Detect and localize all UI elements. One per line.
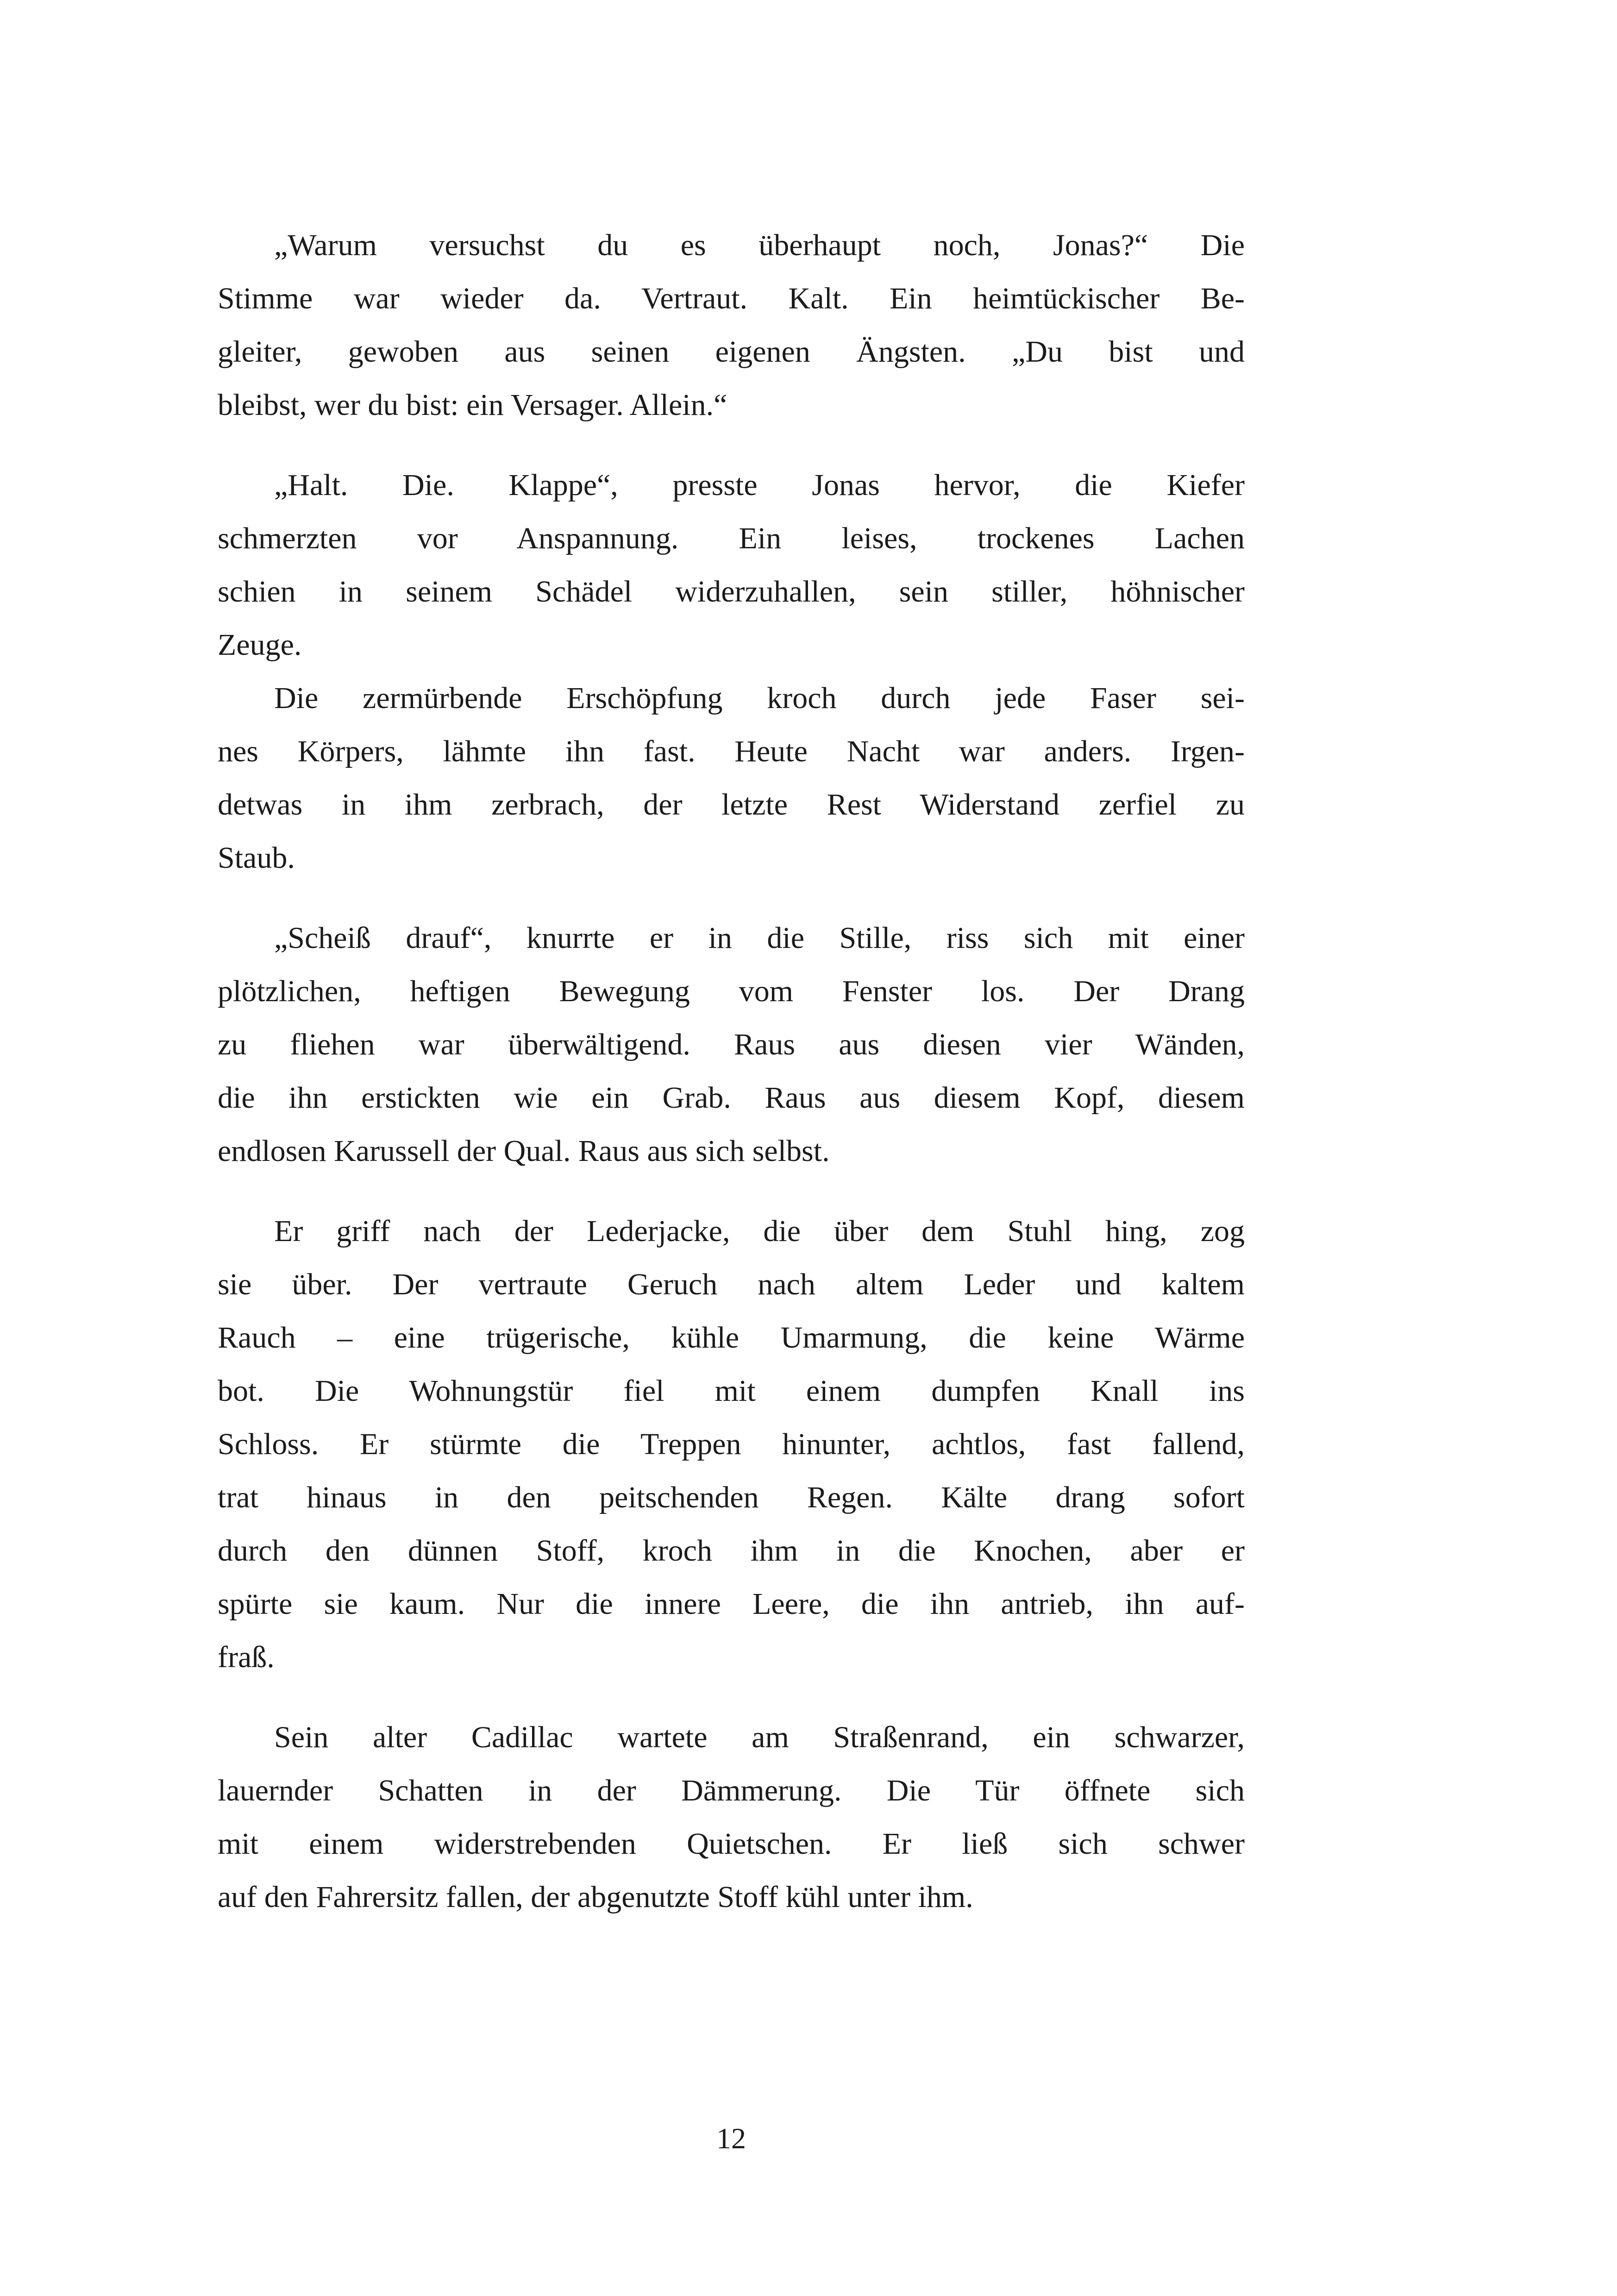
page-number: 12 <box>716 2122 746 2155</box>
text-line: durch den dünnen Stoff, kroch ihm in die Knochen, aber er <box>218 1534 1245 1568</box>
paragraph <box>218 911 1245 1178</box>
text-line: Staub. <box>218 841 295 875</box>
text-line: schmerzten vor Anspannung. Ein leises, trockenes Lachen <box>218 521 1245 555</box>
paragraph <box>218 1711 1245 1924</box>
text-line: Die zermürbende Erschöpfung kroch durch jede Faser sei- <box>274 681 1245 715</box>
text-line: gleiter, gewoben aus seinen eigenen Ängsten. „Du bist und <box>218 335 1245 369</box>
text-line: endlosen Karussell der Qual. Raus aus sich selbst. <box>218 1134 830 1168</box>
paragraph <box>218 1204 1245 1684</box>
paragraph <box>218 671 1245 885</box>
text-line: Sein alter Cadillac wartete am Straßenrand, ein schwarzer, <box>274 1720 1245 1754</box>
text-line: Schloss. Er stürmte die Treppen hinunter, achtlos, fast fallend, <box>218 1427 1245 1461</box>
paragraph <box>218 219 1245 432</box>
text-line: bot. Die Wohnungstür fiel mit einem dumpfen Knall ins <box>218 1374 1245 1408</box>
text-block <box>218 219 1245 1924</box>
text-line: nes Körpers, lähmte ihn fast. Heute Nacht war anders. Irgen- <box>218 734 1245 768</box>
text-line: lauernder Schatten in der Dämmerung. Die Tür öffnete sich <box>218 1774 1245 1807</box>
paragraph <box>218 458 1245 671</box>
text-line: fraß. <box>218 1640 275 1674</box>
text-line: Er griff nach der Lederjacke, die über dem Stuhl hing, zog <box>274 1214 1245 1248</box>
text-line: trat hinaus in den peitschenden Regen. Kälte drang sofort <box>218 1480 1245 1514</box>
text-line: zu fliehen war überwältigend. Raus aus diesen vier Wänden, <box>218 1028 1245 1061</box>
text-line: detwas in ihm zerbrach, der letzte Rest Widerstand zerfiel zu <box>218 788 1245 822</box>
text-line: „Warum versuchst du es überhaupt noch, Jonas?“ Die <box>274 228 1245 262</box>
text-line: „Scheiß drauf“, knurrte er in die Stille, riss sich mit einer <box>274 921 1245 955</box>
text-line: mit einem widerstrebenden Quietschen. Er ließ sich schwer <box>218 1827 1245 1861</box>
text-line: auf den Fahrersitz fallen, der abgenutzte Stoff kühl unter ihm. <box>218 1880 973 1914</box>
text-line: spürte sie kaum. Nur die innere Leere, die ihn antrieb, ihn auf- <box>218 1587 1245 1621</box>
text-line: Rauch – eine trügerische, kühle Umarmung, die keine Wärme <box>218 1321 1245 1355</box>
text-line: bleibst, wer du bist: ein Versager. Allein.“ <box>218 388 727 422</box>
text-line: Zeuge. <box>218 628 302 662</box>
text-line: Stimme war wieder da. Vertraut. Kalt. Ein heimtückischer Be- <box>218 282 1245 315</box>
text-line: sie über. Der vertraute Geruch nach altem Leder und kaltem <box>218 1267 1245 1301</box>
text-line: „Halt. Die. Klappe“, presste Jonas hervor, die Kiefer <box>274 468 1245 502</box>
text-line: die ihn erstickten wie ein Grab. Raus aus diesem Kopf, diesem <box>218 1081 1245 1115</box>
text-line: plötzlichen, heftigen Bewegung vom Fenster los. Der Drang <box>218 974 1245 1008</box>
text-line: schien in seinem Schädel widerzuhallen, sein stiller, höhnischer <box>218 575 1245 609</box>
